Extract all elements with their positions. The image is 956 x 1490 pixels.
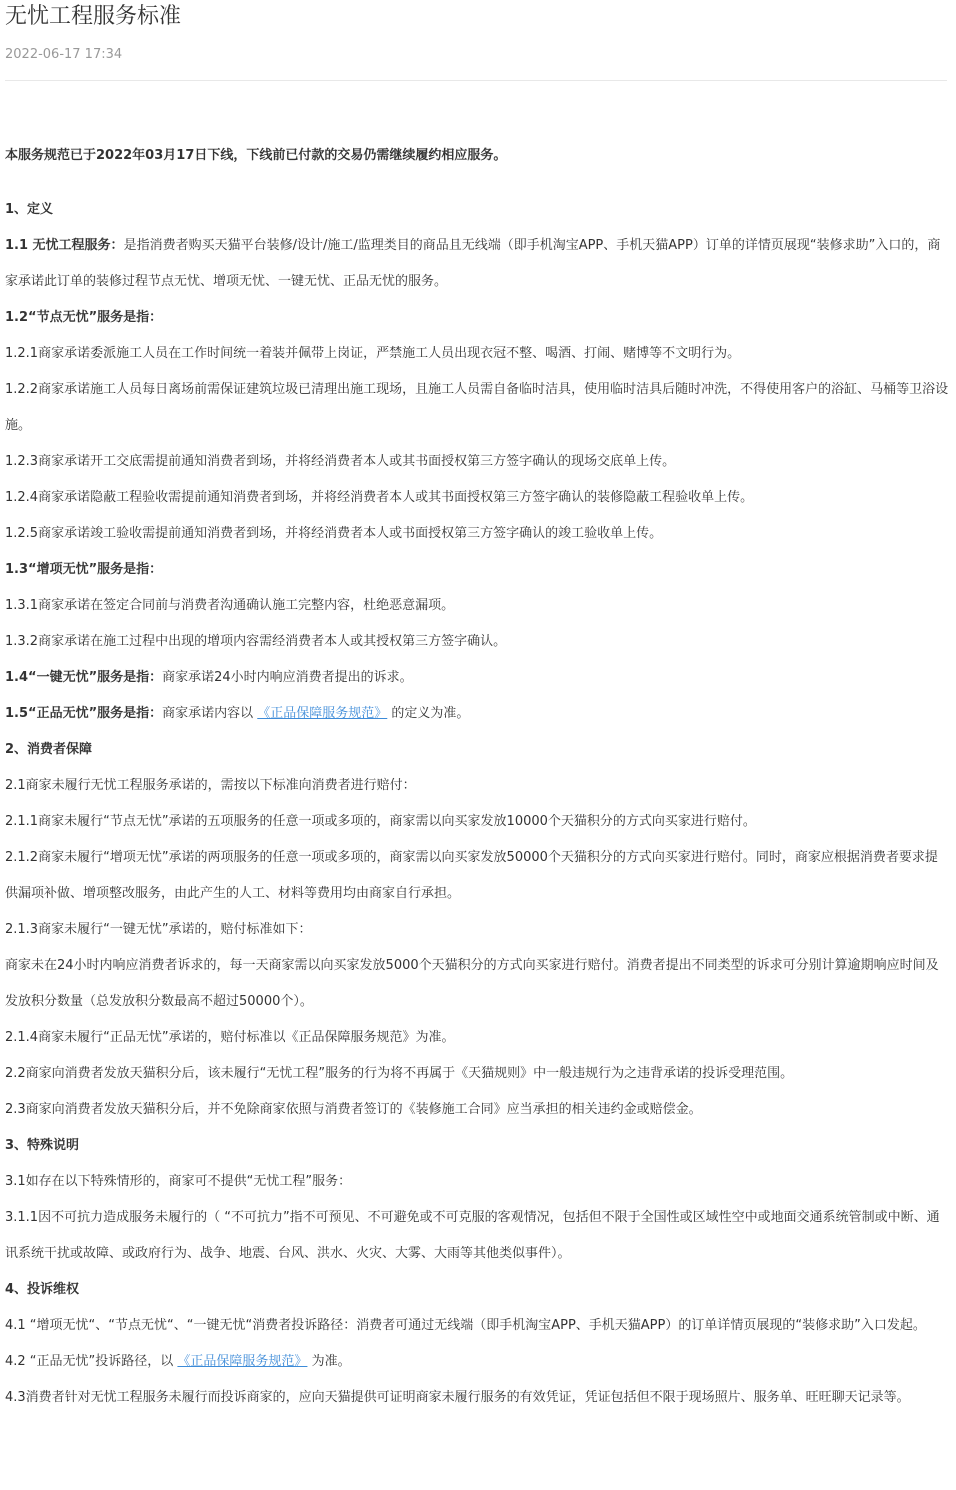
paragraph-1-1: [5, 228, 949, 300]
paragraph-2-1-4: 2.1.4商家未履行“正品无忧”承诺的，赔付标准以《正品保障服务规范》为准。: [5, 1030, 455, 1045]
paragraph-4-3: 4.3消费者针对无忧工程服务未履行而投诉商家的，应向天猫提供可证明商家未履行服务的有效凭证，凭证包括但不限于现场照片、服务单、旺旺聊天记录等。: [5, 1390, 910, 1405]
paragraph-1-1-label: 1.1 无忧工程服务：: [5, 238, 124, 253]
paragraph-2-1-3-detail: 商家未在24小时内响应消费者诉求的，每一天商家需以向买家发放5000个天猫积分的方式向买家进行赔付。消费者提出不同类型的诉求可分别计算逾期响应时间及发放积分数量（总发放积分数最高不超过50000个）。: [5, 958, 939, 1009]
paragraph-2-1-2: 2.1.2商家未履行“增项无忧”承诺的两项服务的任意一项或多项的，商家需以向买家发放50000个天猫积分的方式向买家进行赔付。同时，商家应根据消费者要求提供漏项补做、增项整改服务，由此产生的人工、材料等费用均由商家自行承担。: [5, 850, 938, 901]
paragraph-1-4-label: 1.4“一键无忧”服务是指：: [5, 670, 163, 685]
offline-notice-text: 本服务规范已于2022年03月17日下线，下线前已付款的交易仍需继续履约相应服务。: [5, 148, 507, 163]
paragraph-1-5-post: 的定义为准。: [387, 706, 470, 721]
article-body: [5, 138, 949, 1416]
paragraph-4-1: 4.1 “增项无忧“、“节点无忧“、“一键无忧“消费者投诉路径：消费者可通过无线端（即手机淘宝APP、手机天猫APP）的订单详情页展现的“装修求助”入口发起。: [5, 1318, 926, 1333]
publish-date: 2022-06-17 17:34: [5, 47, 123, 62]
section-1-title: [5, 192, 949, 228]
paragraph-1-5: [5, 696, 949, 732]
paragraph-2-2: 2.2商家向消费者发放天猫积分后，该未履行“无忧工程”服务的行为将不再属于《天猫规则》中一般违规行为之违背承诺的投诉受理范围。: [5, 1066, 794, 1081]
section-2-title: [5, 732, 949, 768]
paragraph-1-5-label: 1.5“正品无忧”服务是指：: [5, 706, 163, 721]
paragraph-1-2-1: 1.2.1商家承诺委派施工人员在工作时间统一着装并佩带上岗证，严禁施工人员出现衣冠不整、喝酒、打闹、赌博等不文明行为。: [5, 346, 741, 361]
paragraph-1-3-heading: [5, 552, 949, 588]
paragraph-2-1-1: 2.1.1商家未履行“节点无忧”承诺的五项服务的任意一项或多项的，商家需以向买家发放10000个天猫积分的方式向买家进行赔付。: [5, 814, 756, 829]
page-title: 无忧工程服务标准: [5, 4, 182, 29]
section-3-title: [5, 1128, 949, 1164]
paragraph-1-2-label: 1.2“节点无忧”服务是指：: [5, 310, 163, 325]
paragraph-1-3-2: 1.3.2商家承诺在施工过程中出现的增项内容需经消费者本人或其授权第三方签字确认。: [5, 634, 507, 649]
section-1-title-text: 1、定义: [5, 202, 54, 217]
paragraph-2-1-3: 2.1.3商家未履行“一键无忧”承诺的，赔付标准如下：: [5, 922, 312, 937]
paragraph-1-3-1: 1.3.1商家承诺在签定合同前与消费者沟通确认施工完整内容，杜绝恶意漏项。: [5, 598, 455, 613]
paragraph-1-5-pre: 商家承诺内容以: [162, 706, 258, 721]
paragraph-1-2-3: 1.2.3商家承诺开工交底需提前通知消费者到场，并将经消费者本人或其书面授权第三方签字确认的现场交底单上传。: [5, 454, 676, 469]
paragraph-1-1-text: 是指消费者购买天猫平台装修/设计/施工/监理类目的商品且无线端（即手机淘宝APP、手机天猫APP）订单的详情页展现“装修求助”入口的，商家承诺此订单的装修过程节点无忧、增项无忧、一键无忧、正品无忧的服务。: [5, 238, 941, 289]
offline-notice: [5, 138, 949, 174]
genuine-guarantee-link[interactable]: 《正品保障服务规范》: [257, 706, 388, 721]
paragraph-1-3-label: 1.3“增项无忧”服务是指：: [5, 562, 163, 577]
paragraph-1-2-2: 1.2.2商家承诺施工人员每日离场前需保证建筑垃圾已清理出施工现场，且施工人员需自备临时洁具，使用临时洁具后随时冲洗，不得使用客户的浴缸、马桶等卫浴设施。: [5, 382, 949, 433]
section-4-title: [5, 1272, 949, 1308]
paragraph-3-1: 3.1如存在以下特殊情形的，商家可不提供“无忧工程”服务：: [5, 1174, 352, 1189]
genuine-guarantee-link-2[interactable]: 《正品保障服务规范》: [177, 1354, 308, 1369]
paragraph-1-2-4: 1.2.4商家承诺隐蔽工程验收需提前通知消费者到场，并将经消费者本人或其书面授权第三方签字确认的装修隐蔽工程验收单上传。: [5, 490, 754, 505]
paragraph-3-1-1: 3.1.1因不可抗力造成服务未履行的（ “不可抗力”指不可预见、不可避免或不可克服的客观情况，包括但不限于全国性或区域性空中或地面交通系统管制或中断、通讯系统干扰或故障、或政府行为、战争、地震、台风、洪水、火灾、大雾、大雨等其他类似事件）。: [5, 1210, 940, 1261]
header-divider: [5, 80, 947, 81]
section-3-title-text: 3、特殊说明: [5, 1138, 80, 1153]
paragraph-4-2-pre: 4.2 “正品无忧”投诉路径，以: [5, 1354, 178, 1369]
paragraph-2-3: 2.3商家向消费者发放天猫积分后，并不免除商家依照与消费者签订的《装修施工合同》应当承担的相关违约金或赔偿金。: [5, 1102, 702, 1117]
paragraph-4-2: [5, 1344, 949, 1380]
section-2-title-text: 2、消费者保障: [5, 742, 93, 757]
section-4-title-text: 4、投诉维权: [5, 1282, 80, 1297]
paragraph-1-4: [5, 660, 949, 696]
paragraph-1-2-5: 1.2.5商家承诺竣工验收需提前通知消费者到场，并将经消费者本人或书面授权第三方签字确认的竣工验收单上传。: [5, 526, 663, 541]
paragraph-2-1: 2.1商家未履行无忧工程服务承诺的，需按以下标准向消费者进行赔付：: [5, 778, 416, 793]
paragraph-4-2-post: 为准。: [307, 1354, 351, 1369]
paragraph-1-4-text: 商家承诺24小时内响应消费者提出的诉求。: [162, 670, 413, 685]
paragraph-1-2-heading: [5, 300, 949, 336]
